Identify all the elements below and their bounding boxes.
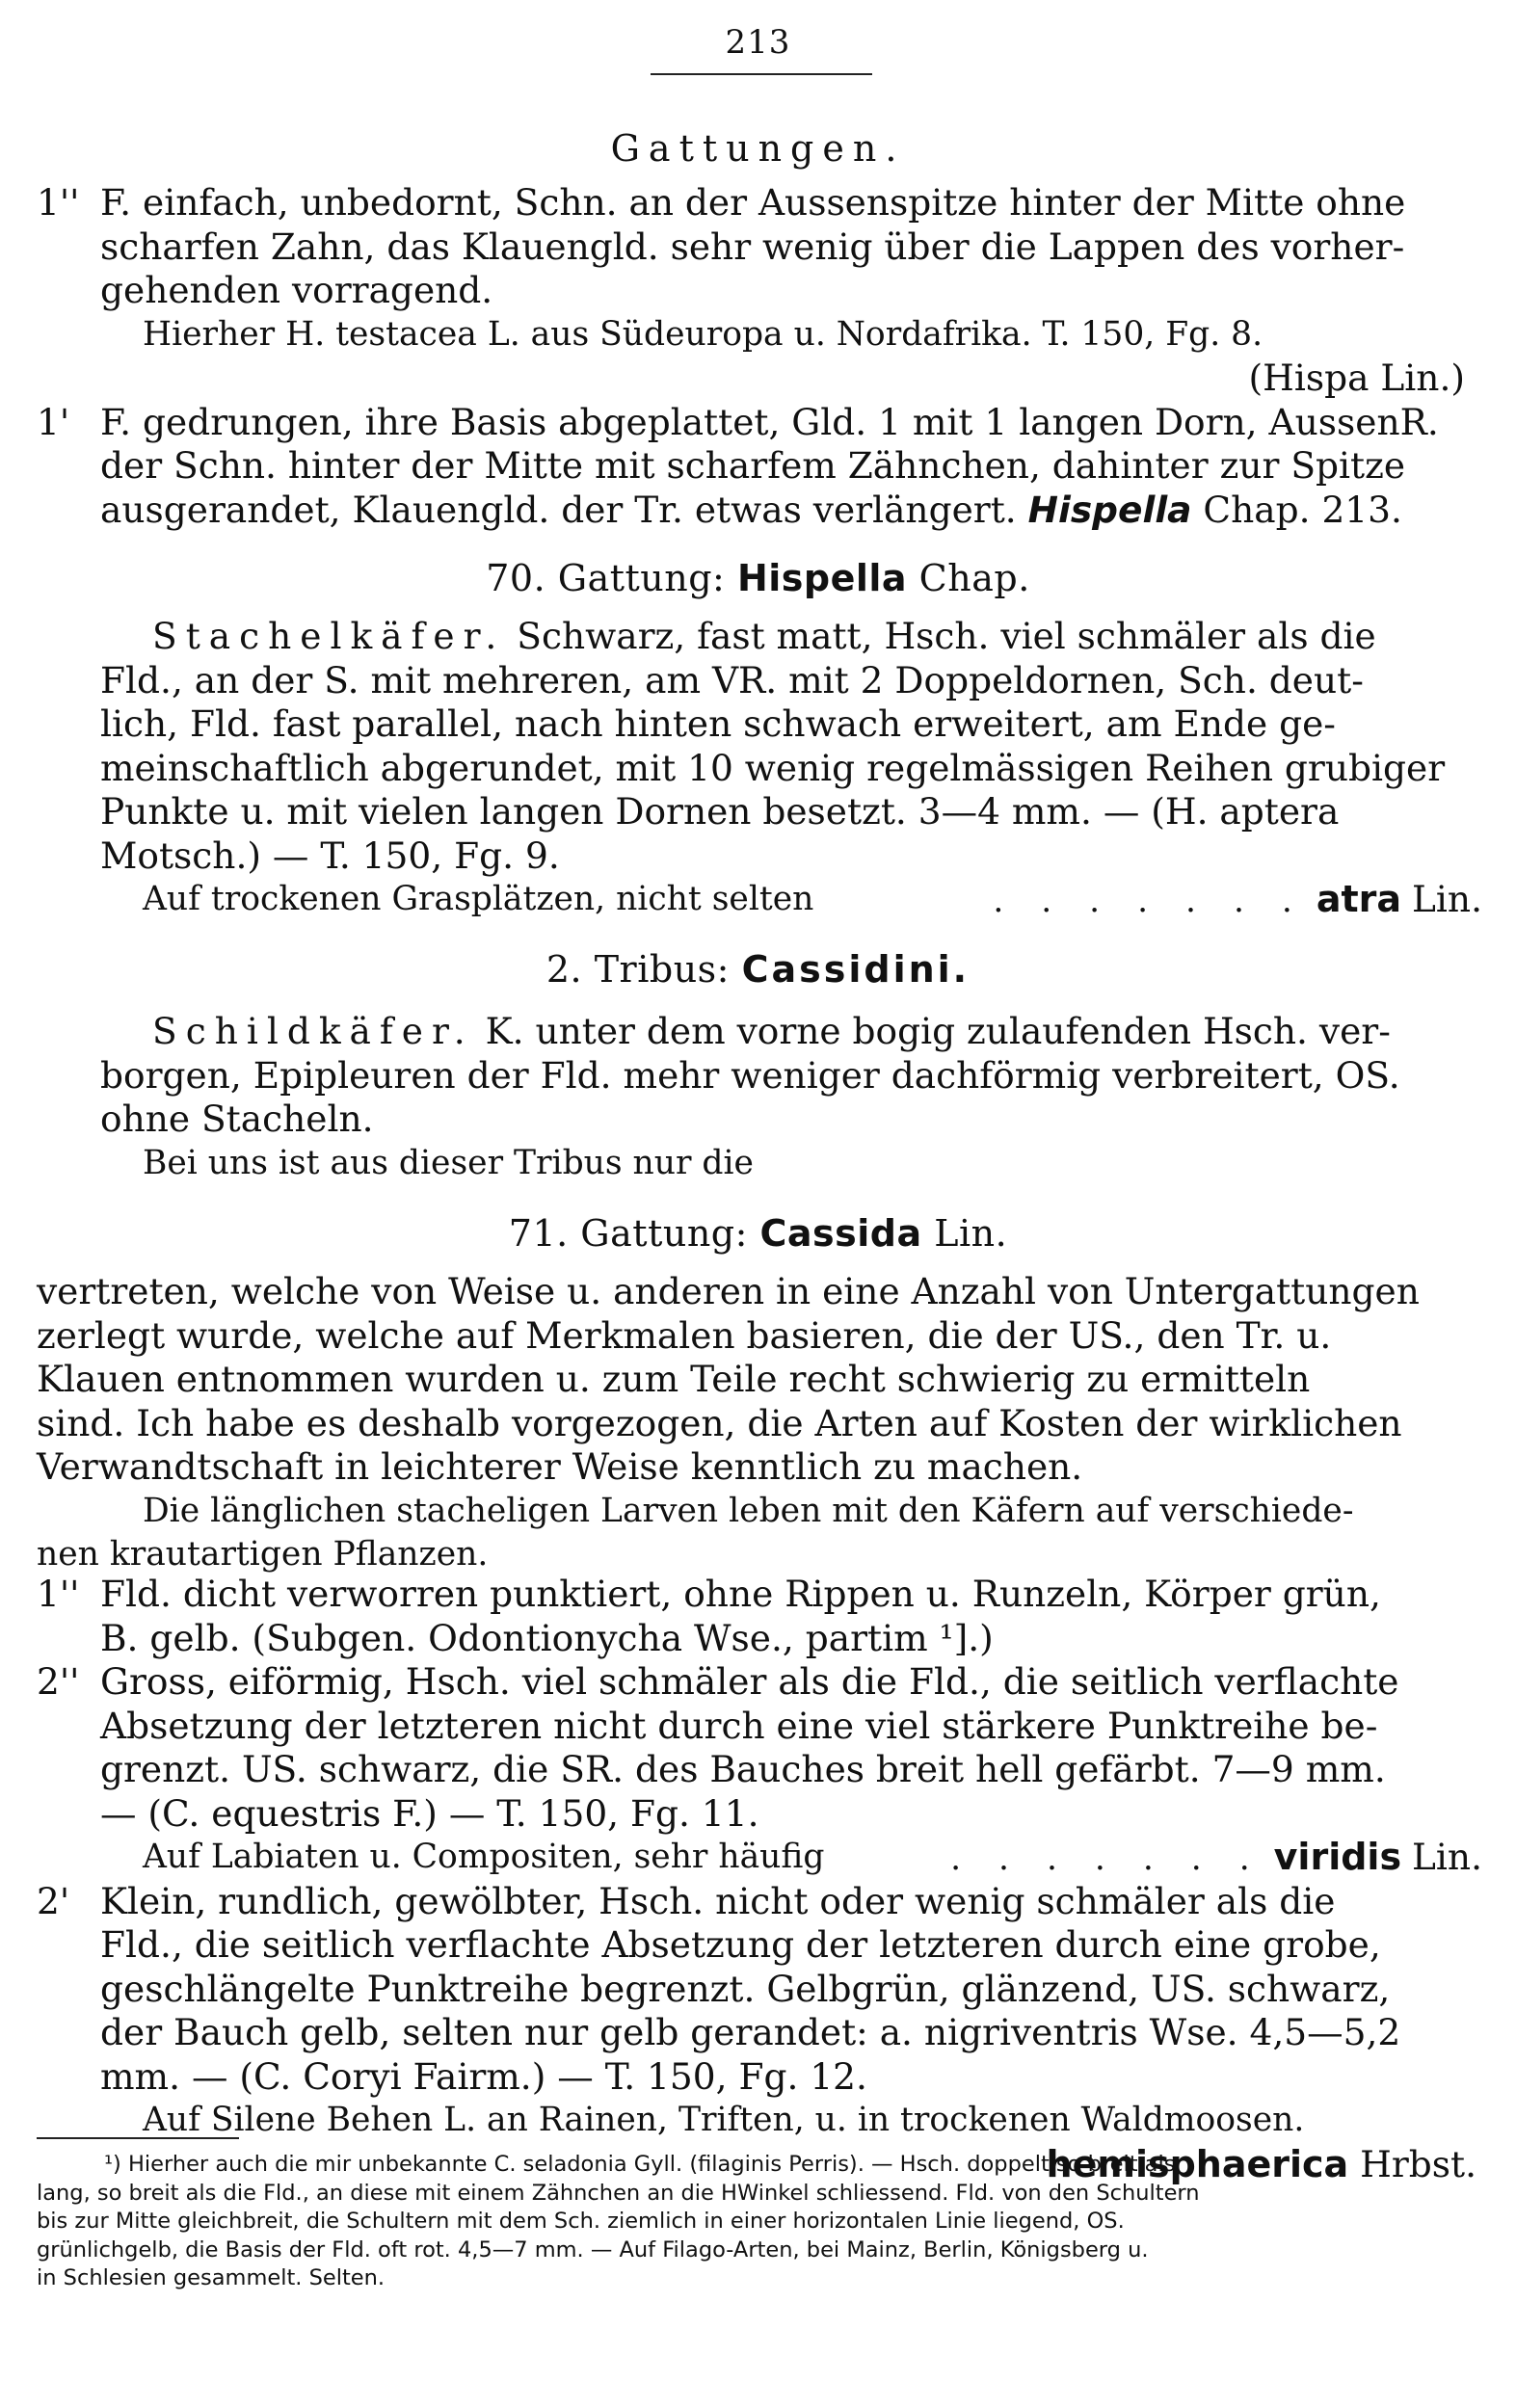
description-text: Verwandtschaft in leichterer Weise kenntlich zu machen. bbox=[37, 1445, 1083, 1488]
key-text: F. einfach, unbedornt, Schn. an der Aussenspitze hinter der Mitte ohne bbox=[100, 181, 1406, 224]
genera-heading: Gattungen. bbox=[610, 127, 906, 170]
habitat-text: Auf trockenen Grasplätzen, nicht selten bbox=[143, 880, 814, 918]
species-author: Lin. bbox=[1412, 1836, 1482, 1878]
key-text: — (C. equestris F.) — T. 150, Fg. 11. bbox=[100, 1791, 759, 1835]
footnote-text: lang, so breit als die Fld., an diese mit einem Zähnchen an die HWinkel schliessend. Fld. von den Schultern bbox=[37, 2180, 1200, 2206]
description-text: Motsch.) — T. 150, Fg. 9. bbox=[100, 834, 560, 877]
description-text: borgen, Epipleuren der Fld. mehr weniger dachförmig verbreitert, OS. bbox=[100, 1053, 1400, 1097]
key-text: grenzt. US. schwarz, die SR. des Bauches breit hell gefärbt. 7—9 mm. bbox=[100, 1748, 1386, 1790]
footnote-text: bis zur Mitte gleichbreit, die Schultern mit dem Sch. ziemlich in einer horizontalen Linie liegend, OS. bbox=[37, 2209, 1125, 2234]
key-text: Fld. dicht verworren punktiert, ohne Rippen u. Runzeln, Körper grün, bbox=[100, 1573, 1381, 1615]
species-name: viridis bbox=[1273, 1836, 1402, 1878]
description-text: meinschaftlich abgerundet, mit 10 wenig regelmässigen Reihen grubiger bbox=[100, 746, 1446, 789]
key-couplet-number: 2' bbox=[37, 1879, 70, 1922]
key-text: Fld., die seitlich verflachte Absetzung der letzteren durch eine grobe, bbox=[100, 1923, 1381, 1966]
key-genus-hispa: (Hispa Lin.) bbox=[1248, 357, 1465, 399]
description-text: K. unter dem vorne bogig zulaufenden Hsch. ver- bbox=[485, 1010, 1391, 1052]
page-number-rule bbox=[651, 73, 872, 75]
genus-70-name: Hispella bbox=[736, 557, 908, 599]
key-text: Absetzung der letzteren nicht durch eine viel stärkere Punktreihe be- bbox=[100, 1704, 1378, 1747]
description-text: vertreten, welche von Weise u. anderen in eine Anzahl von Untergattungen bbox=[37, 1270, 1420, 1312]
description-text: Fld., an der S. mit mehreren, am VR. mit 2 Doppeldornen, Sch. deut- bbox=[100, 658, 1364, 701]
tribus-label: 2. Tribus: bbox=[545, 948, 730, 991]
habitat-text: Auf Labiaten u. Compositen, sehr häufig bbox=[143, 1838, 825, 1876]
genus-70-author: Chap. bbox=[918, 557, 1030, 599]
key-couplet-number: 1'' bbox=[37, 1573, 80, 1615]
key-text: der Bauch gelb, selten nur gelb gerandet: a. nigriventris Wse. 4,5—5,2 bbox=[100, 2011, 1401, 2053]
key-text: scharfen Zahn, das Klauengld. sehr wenig über die Lappen des vorher- bbox=[100, 225, 1405, 268]
footnote-text: ¹) Hierher auch die mir unbekannte C. seladonia Gyll. (filaginis Perris). — Hsch. doppelt so breit als bbox=[104, 2152, 1176, 2177]
key-text: Klein, rundlich, gewölbter, Hsch. nicht oder wenig schmäler als die bbox=[100, 1879, 1336, 1922]
page-number: 213 bbox=[725, 23, 791, 62]
key-text: geschlängelte Punktreihe begrenzt. Gelbgrün, glänzend, US. schwarz, bbox=[100, 1967, 1391, 2010]
tribus-heading bbox=[0, 948, 1516, 991]
genus-71-name: Cassida bbox=[759, 1212, 922, 1255]
genus-71-heading bbox=[0, 1212, 1516, 1255]
species-name: atra bbox=[1316, 878, 1402, 920]
genus-key bbox=[37, 181, 1482, 532]
description-text: Punkte u. mit vielen langen Dornen besetzt. 3—4 mm. — (H. aptera bbox=[100, 790, 1340, 833]
hispella-description bbox=[37, 615, 1482, 922]
description-text: Die länglichen stacheligen Larven leben mit den Käfern auf verschiede- bbox=[143, 1491, 1354, 1530]
species-author: Hrbst. bbox=[1360, 2142, 1476, 2185]
cassida-description bbox=[37, 1270, 1482, 1577]
key-couplet-number: 1' bbox=[37, 400, 70, 443]
leader-dots: . . . . . . . bbox=[950, 1839, 1263, 1878]
description-text: lich, Fld. fast parallel, nach hinten schwach erweitert, am Ende ge- bbox=[100, 702, 1336, 745]
key-text: B. gelb. (Subgen. Odontionycha Wse., partim ¹].) bbox=[100, 1616, 994, 1659]
cassidini-description bbox=[37, 1010, 1482, 1185]
key-couplet-number: 1'' bbox=[37, 181, 80, 224]
common-name: Stachelkäfer. bbox=[152, 615, 506, 657]
footnote-rule bbox=[37, 2137, 239, 2139]
genus-71-label: 71. Gattung: bbox=[508, 1212, 748, 1255]
description-text: Schwarz, fast matt, Hsch. viel schmäler als die bbox=[517, 615, 1376, 657]
species-key bbox=[37, 1573, 1482, 2186]
key-genus-name: Hispella bbox=[1027, 488, 1192, 531]
key-couplet-number: 2'' bbox=[37, 1660, 80, 1703]
species-author: Lin. bbox=[1412, 878, 1482, 920]
key-text: F. gedrungen, ihre Basis abgeplattet, Gld. 1 mit 1 langen Dorn, AussenR. bbox=[100, 400, 1439, 443]
genus-71-author: Lin. bbox=[934, 1212, 1008, 1255]
key-text: mm. — (C. Coryi Fairm.) — T. 150, Fg. 12. bbox=[100, 2054, 867, 2098]
footnote-text: grünlichgelb, die Basis der Fld. oft rot. 4,5—7 mm. — Auf Filago-Arten, bei Mainz, Berlin, Königsberg u. bbox=[37, 2236, 1149, 2262]
footnote bbox=[37, 2151, 1482, 2293]
description-text: zerlegt wurde, welche auf Merkmalen basieren, die der US., den Tr. u. bbox=[37, 1313, 1332, 1357]
genus-70-label: 70. Gattung: bbox=[486, 557, 726, 599]
description-text: nen krautartigen Pflanzen. bbox=[37, 1535, 489, 1574]
common-name: Schildkäfer. bbox=[152, 1010, 474, 1052]
key-text: Gross, eiförmig, Hsch. viel schmäler als die Fld., die seitlich verflachte bbox=[100, 1660, 1399, 1703]
key-text: gehenden vorragend. bbox=[100, 269, 493, 311]
genus-70-heading bbox=[0, 557, 1516, 599]
key-text: Chap. 213. bbox=[1203, 488, 1402, 531]
leader-dots: . . . . . . . bbox=[993, 882, 1306, 920]
description-text: ohne Stacheln. bbox=[100, 1098, 374, 1140]
key-text: der Schn. hinter der Mitte mit scharfem Zähnchen, dahinter zur Spitze bbox=[100, 444, 1406, 487]
footnote-text: in Schlesien gesammelt. Selten. bbox=[37, 2265, 386, 2290]
key-text: ausgerandet, Klauengld. der Tr. etwas verlängert. bbox=[100, 488, 1017, 531]
key-text: Hierher H. testacea L. aus Südeuropa u. Nordafrika. T. 150, Fg. 8. bbox=[143, 314, 1263, 354]
description-text: Klauen entnommen wurden u. zum Teile recht schwierig zu ermitteln bbox=[37, 1358, 1311, 1400]
tribus-name: Cassidini. bbox=[741, 948, 971, 991]
habitat-text: Auf Silene Behen L. an Rainen, Triften, u. in trockenen Waldmoosen. bbox=[143, 2101, 1305, 2139]
description-text: Bei uns ist aus dieser Tribus nur die bbox=[143, 1143, 754, 1182]
species-name: hemisphaerica bbox=[1046, 2142, 1349, 2185]
description-text: sind. Ich habe es deshalb vorgezogen, die Arten auf Kosten der wirklichen bbox=[37, 1401, 1402, 1444]
